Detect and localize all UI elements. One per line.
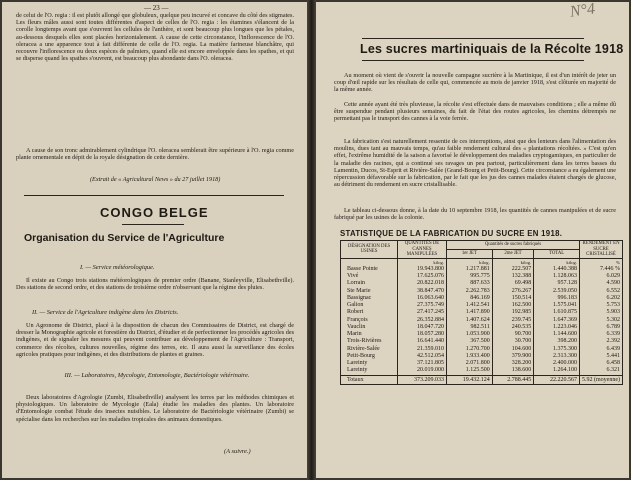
header-yield: RENDEMENT EN SUCRE CRISTALLISÉ (580, 241, 623, 259)
table-cell-total: 1.144.600 (553, 331, 577, 337)
totals-cane: 373.209.033 (398, 375, 447, 384)
table-cell-cane: 20.822.018 (417, 280, 444, 287)
table-cell-cane: 37.121.805 (417, 360, 444, 366)
table-cell-total: 996.183 (557, 294, 577, 301)
country-title: CONGO BELGE (100, 205, 209, 220)
table-cell-first-jet: 887.633 (470, 280, 490, 287)
table-cell-second-jet: 30.700 (514, 338, 532, 345)
table-cell-yield: 5.302 (606, 316, 620, 323)
table-cell-yield: 6.339 (606, 331, 620, 337)
table-cell-second-jet: 69.498 (514, 280, 532, 287)
section-text-3: Deux laboratoires d'Agrologie (Zumbi, Elisabethville) analysent les terres par les méthodes chimiques et physiologiques. Un laboratoire de Mycologie (Eala) étudie les maladies des plantes. Un laboratoire d'Entomologie combat l'étude des insectes nuisibles. Le laboratoire de Bactériologie vétérinaire (Zumbi) se spécialise dans les recherches sur les maladies tropicales des animaux domestiques. (16, 394, 294, 423)
totals-second-jet: 2.788.445 (492, 375, 533, 384)
col-first-jet (447, 266, 493, 375)
table-cell-names: Petit-Bourg (347, 352, 375, 359)
table-cell-names: Basse Pointe (347, 265, 378, 272)
table-cell-first-jet: 1.125.500 (465, 367, 490, 374)
table-cell-second-jet: 328.200 (511, 360, 532, 366)
table-cell-yield: 6.029 (606, 273, 620, 279)
table-cell-first-jet: 846.169 (470, 294, 490, 301)
table-cell-cane: 27.417.245 (417, 309, 444, 316)
table-cell-yield: 6.321 (606, 367, 620, 374)
unit-yield: % (580, 258, 623, 266)
table-cell-second-jet: 132.388 (511, 273, 532, 279)
table-cell-cane: 21.359.010 (417, 345, 444, 352)
table-cell-names: Vivé (347, 273, 359, 279)
table-cell-first-jet: 1.270.700 (465, 345, 490, 352)
source-citation: (Extrait de « Agricultural News » du 27 juillet 1918) (90, 176, 221, 183)
table-cell-first-jet: 2.262.783 (465, 287, 490, 294)
table-cell-first-jet: 1.933.400 (465, 352, 490, 359)
header-total: TOTAL (534, 249, 580, 258)
table-cell-names: Rivière-Salée (347, 345, 380, 352)
table-cell-cane: 20.019.000 (417, 367, 444, 374)
table-cell-second-jet: 150.514 (511, 294, 532, 301)
header-sugar-group: Quantités de sucres fabriqués (447, 241, 580, 250)
title-overline (362, 38, 584, 39)
col-cane (398, 266, 447, 375)
table-cell-yield: 5.903 (606, 309, 620, 316)
col-total (534, 266, 580, 375)
section-text-1: Il existe au Congo trois stations météorologiques de premier ordre (Banane, Stanleyville, Elisabethville). Des stations de second ordre, et des stations de troisième ordre n'observant que la régime des pluies. (16, 277, 294, 292)
table-cell-names: François (347, 316, 368, 323)
unit-second-jet: kilog. (492, 258, 533, 266)
table-cell-names: Ste Marie (347, 287, 371, 294)
left-page (2, 2, 307, 478)
table-cell-cane: 17.625.076 (417, 273, 444, 279)
header-names: DÉSIGNATION DES USINES (341, 241, 398, 259)
table-cell-yield: 6.458 (606, 360, 620, 366)
table-cell-total: 1.647.369 (553, 316, 577, 323)
table-cell-yield: 6.789 (606, 323, 620, 330)
totals-first-jet: 19.432.124 (447, 375, 493, 384)
table-cell-names: Lareinty (347, 367, 368, 374)
col-second-jet (492, 266, 533, 375)
table-cell-names: Lareinty (347, 360, 368, 366)
table-cell-cane: 16.641.440 (417, 338, 444, 345)
table-cell-first-jet: 1.217.881 (465, 265, 490, 272)
table-cell-total: 2.539.050 (553, 287, 577, 294)
page-number: — 23 — (144, 4, 169, 12)
table-cell-first-jet: 995.775 (470, 273, 490, 279)
table-cell-names: Trois-Rivières (347, 338, 382, 345)
sugar-statistics-table (340, 240, 623, 385)
totals-label: Totaux (341, 375, 398, 384)
table-cell-second-jet: 104.600 (511, 345, 532, 352)
table-cell-yield: 6.202 (606, 294, 620, 301)
right-paragraph-4: Le tableau ci-dessous donne, à la date du 10 septembre 1918, les quantités de cannes manipulées et de sucre fabriqué par les usines de la colonie. (334, 207, 616, 222)
article-title: Organisation du Service de l'Agriculture (24, 232, 225, 244)
table-cell-yield: 7.446 % (600, 265, 620, 272)
table-cell-first-jet: 1.053.900 (465, 331, 490, 337)
table-cell-total: 1.440.388 (553, 265, 577, 272)
table-cell-names: Galion (347, 302, 364, 308)
article-title-right: Les sucres martiniquais de la Récolte 1918 (360, 42, 624, 56)
unit-total: kilog. (534, 258, 580, 266)
table-cell-second-jet: 239.745 (511, 316, 532, 323)
intro-paragraph-2: A cause de son tronc admirablement cylindrique l'O. oleracea semblerait être supérieure à l'O. regia comme plante ornementale en dépit de la royale désignation de cette dernière. (16, 147, 294, 162)
continuation-note: (A suivre.) (224, 448, 251, 455)
table-cell-total: 1.575.041 (553, 302, 577, 308)
table-cell-first-jet: 2.071.800 (465, 360, 490, 366)
section-text-2: Un Agronome de District, placé à la disposition de chacun des Commissaires de District, est chargé de dresser la Monographie agricole et forestière du District, d'étudier et de perfectionner les procédés agricoles des indigènes, et de signaler les mesures qui peuvent contribuer au développement de l'Agriculture : Transport, commerce des récoltes, cultures nouvelles, régime des terres, etc. Il aura aussi la surveillance des écoles agricoles pratiques pour indigènes, et des distributions de plantes et graines. (16, 322, 294, 358)
table-cell-second-jet: 138.600 (511, 367, 532, 374)
table-title: STATISTIQUE DE LA FABRICATION DU SUCRE EN 1918. (340, 229, 563, 238)
table-cell-total: 957.128 (557, 280, 577, 287)
header-cane: QUANTITÉS DE CANNES MANIPULÉES (398, 241, 447, 259)
table-cell-second-jet: 90.700 (514, 331, 532, 337)
table-cell-total: 1.264.100 (553, 367, 577, 374)
table-cell-cane: 18.057.280 (417, 331, 444, 337)
book-gutter (307, 0, 316, 480)
table-cell-cane: 26.352.884 (417, 316, 444, 323)
table-cell-yield: 6.439 (606, 345, 620, 352)
table-cell-total: 2.313.300 (553, 352, 577, 359)
unit-first-jet: kilog. (447, 258, 493, 266)
table-cell-yield: 2.392 (606, 338, 620, 345)
table-cell-total: 1.610.875 (553, 309, 577, 316)
table-cell-cane: 38.847.470 (417, 287, 444, 294)
divider-rule (24, 195, 284, 196)
table-cell-yield: 5.441 (606, 352, 620, 359)
table-cell-first-jet: 1.417.890 (465, 309, 490, 316)
right-paragraph-1: Au moment où vient de s'ouvrir la nouvelle campagne sucrière à la Martinique, il est d'un intérêt de jeter un coup d'œil rapide sur les résultats de celle qui, commencée au mois de janvier 1918, s'est clôturée en majorité de la même année. (334, 72, 616, 94)
table-cell-cane: 42.512.054 (417, 352, 444, 359)
section-heading-1: I. — Service météorologique. (80, 264, 155, 271)
table-cell-second-jet: 240.535 (511, 323, 532, 330)
totals-yield: 5.92 (moyenne) (580, 375, 623, 384)
section-heading-2: II. — Service de l'Agriculture indigène dans les Districts. (32, 309, 179, 316)
table-cell-yield: 4.590 (606, 280, 620, 287)
table-cell-names: Vauclin (347, 323, 366, 330)
table-cell-second-jet: 379.900 (511, 352, 532, 359)
col-names (341, 266, 398, 375)
table-cell-second-jet: 192.985 (511, 309, 532, 316)
table-cell-second-jet: 222.507 (511, 265, 532, 272)
corner-stamp: N°4 (568, 0, 597, 21)
table-cell-yield: 5.753 (606, 302, 620, 308)
table-cell-first-jet: 367.500 (470, 338, 490, 345)
table-cell-names: Marin (347, 331, 362, 337)
table-cell-total: 1.223.046 (553, 323, 577, 330)
header-second-jet: 2me JET (492, 249, 533, 258)
intro-paragraph-1: de celui de l'O. regia : il est plutôt allongé que globuleux, quelque peu incurvé et concave du côté des stigmates. Les fleurs mâles aussi sont toutes différentes d'aspect de celles de l'O. regia : les étamines s'élancent de la corolle longtemps avant que s'ouvrent les cellules de l'anthère, et sont beaucoup plus longues que les pétales, au-dessous desquels elles sont placées horizontalement. A cause de cette circonstance, l'inflorescence de l'O. oleracea a une apparence tout à fait différente de celle de l'O. regia. La matière farineuse blanchâtre, qui recouvre l'inflorescence ou deux espèces de palmiers, quand elle est encore enveloppée dans les spathes, et qui se disperse quand les spathes s'ouvrent, est beaucoup plus abondante dans l'O. oleracea. (16, 12, 294, 63)
table-cell-cane: 16.063.640 (417, 294, 444, 301)
table-cell-names: Robert (347, 309, 364, 316)
title-underline-right (362, 60, 584, 61)
totals-total: 22.220.567 (534, 375, 580, 384)
col-yield (580, 266, 623, 375)
unit-cane: kilog. (398, 258, 447, 266)
right-paragraph-2: Cette année ayant été très pluvieuse, la récolte s'est effectuée dans de mauvaises conditions ; elle a même dû être suspendue pendant plusieurs semaines, du fait de l'état des routes agricoles, les chemins détrempés ne permettant pas le transport des cannes à la voie ferrée. (334, 101, 616, 123)
table-cell-total: 1.375.300 (553, 345, 577, 352)
section-heading-3: III. — Laboratoires, Mycologie, Entomologie, Bactériologie vétérinaire. (64, 372, 250, 379)
table-cell-yield: 6.552 (606, 287, 620, 294)
table-cell-first-jet: 982.511 (470, 323, 490, 330)
table-cell-cane: 27.375.749 (417, 302, 444, 308)
right-paragraph-3: La fabrication s'est naturellement ressentie de ces interruptions, ainsi que des lenteurs dans l'alimentation des moulins, dues tant au mauvais temps, qu'au faible rendement cultural des « plantations récoltées. » C'est qu'en effet, l'extrême humidité de la saison a favorisé le développement des maladies cryptogamiques, en particulier de la maladie des racines, qui a continué ses ravages un peu partout, particulièrement dans les terres basses du Lamentin, Ducos, St-Esprit et Rivière-Salée (Grand-Bourg et Petit-Bourg). Cette circonstance a eu également une répercussion défavorable sur la fabrication, par le fait que les jus des cannes malades étaient chargés de glucose, au détriment du rendement en sucre cristallisable. (334, 138, 616, 189)
table-cell-names: Lorrain (347, 280, 365, 287)
table-cell-first-jet: 1.407.624 (465, 316, 490, 323)
table-cell-second-jet: 276.267 (511, 287, 532, 294)
header-first-jet: 1er JET (447, 249, 493, 258)
table-cell-names: Bassignac (347, 294, 372, 301)
table-cell-first-jet: 1.412.541 (465, 302, 490, 308)
table-cell-cane: 19.943.800 (417, 265, 444, 272)
table-cell-total: 2.400.000 (553, 360, 577, 366)
title-underline (122, 224, 184, 225)
table-cell-cane: 18.047.720 (417, 323, 444, 330)
table-cell-second-jet: 162.500 (511, 302, 532, 308)
table-cell-total: 1.128.063 (553, 273, 577, 279)
table-cell-total: 398.200 (557, 338, 577, 345)
